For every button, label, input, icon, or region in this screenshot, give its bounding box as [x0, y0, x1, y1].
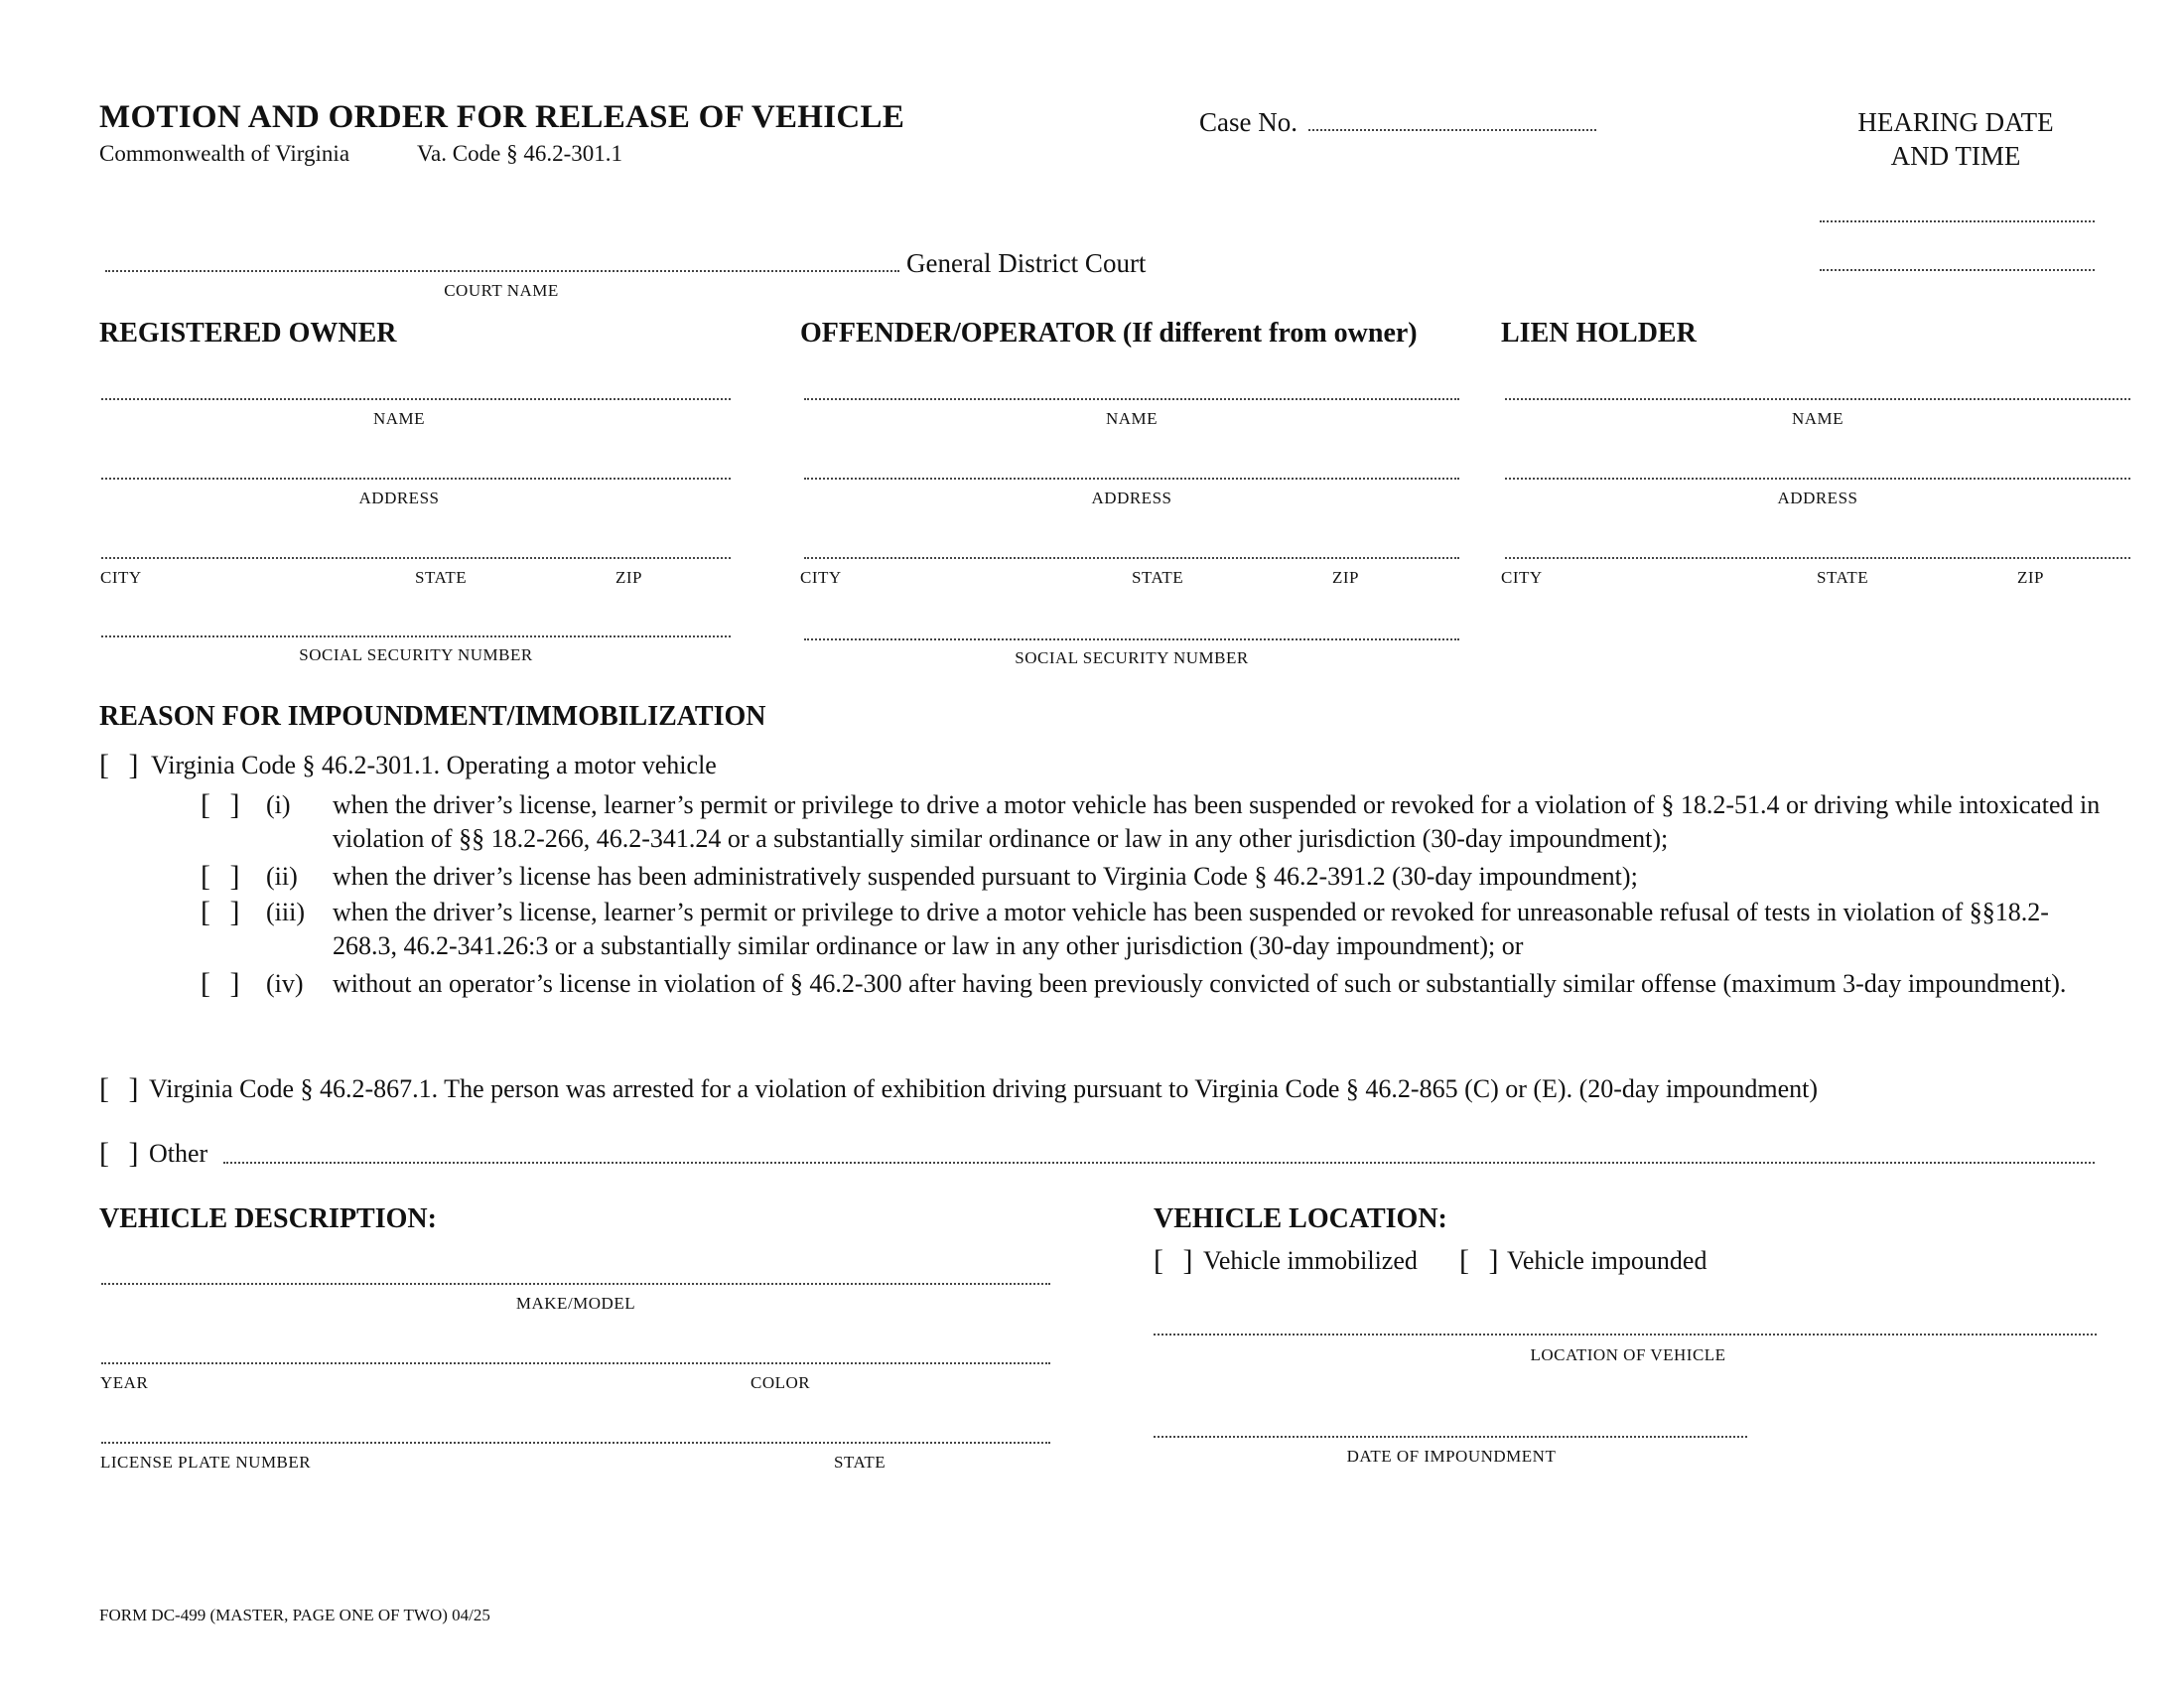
owner-heading: REGISTERED OWNER — [99, 318, 397, 349]
option3-checkbox[interactable]: [ ] — [99, 1137, 145, 1170]
subitem-ii-number: (ii) — [266, 862, 298, 891]
subitem-iii-number: (iii) — [266, 898, 305, 926]
plate-caption: LICENSE PLATE NUMBER — [100, 1453, 312, 1472]
operator-address-field[interactable] — [804, 478, 1459, 480]
impound-date-field[interactable] — [1154, 1436, 1747, 1438]
year-caption: YEAR — [100, 1373, 149, 1392]
lien-name-caption: NAME — [1791, 409, 1844, 428]
location-caption: LOCATION OF VEHICLE — [1530, 1345, 1726, 1364]
lien-name-field[interactable] — [1505, 398, 2130, 400]
hearing-label-line1: HEARING DATE — [1857, 107, 2054, 137]
form-id: FORM DC-499 (MASTER, PAGE ONE OF TWO) 04/25 — [99, 1606, 490, 1624]
impounded-checkbox[interactable]: [ ] — [1459, 1244, 1505, 1277]
operator-heading: OFFENDER/OPERATOR (If different from owner) — [800, 318, 1418, 349]
option1-label: Virginia Code § 46.2-301.1. Operating a motor vehicle — [151, 751, 717, 779]
subitem-iv-number: (iv) — [266, 969, 304, 998]
owner-city-field[interactable] — [101, 557, 731, 559]
hearing-label-line2: AND TIME — [1890, 141, 2021, 171]
color-caption: COLOR — [751, 1373, 811, 1392]
option2-checkbox[interactable]: [ ] — [99, 1072, 145, 1105]
owner-address-caption: ADDRESS — [358, 489, 440, 507]
location-field[interactable] — [1154, 1334, 2097, 1336]
subitem-iv-checkbox[interactable]: [ ] — [201, 967, 246, 1000]
lien-city-caption: CITY — [1501, 568, 1543, 587]
option3-label: Other — [149, 1139, 208, 1168]
subitem-iii-text: when the driver’s license, learner’s permit or privilege to drive a motor vehicle has been suspended or revoked for unreasonable refusal of tests in violation of §§18.2-268.3, 46.2-341.26:3 or a substantially similar ordinance or law in any other jurisdiction (30-day impoundment); or — [333, 898, 2049, 960]
form-title: MOTION AND ORDER FOR RELEASE OF VEHICLE — [99, 99, 905, 135]
lien-address-caption: ADDRESS — [1777, 489, 1858, 507]
impound-date-caption: DATE OF IMPOUNDMENT — [1346, 1447, 1557, 1466]
code-reference: Va. Code § 46.2-301.1 — [417, 141, 622, 166]
lien-heading: LIEN HOLDER — [1501, 318, 1697, 349]
owner-state-caption: STATE — [415, 568, 468, 587]
subitem-iv-text: without an operator’s license in violation of § 46.2-300 after having been previously convicted of such or substantially similar offense (maximum 3-day impoundment). — [333, 969, 2067, 998]
operator-address-caption: ADDRESS — [1091, 489, 1172, 507]
make-model-field[interactable] — [101, 1283, 1050, 1285]
operator-zip-caption: ZIP — [1332, 568, 1359, 587]
operator-ssn-field[interactable] — [804, 638, 1459, 640]
lien-state-caption: STATE — [1817, 568, 1869, 587]
immobilized-checkbox[interactable]: [ ] — [1154, 1244, 1199, 1277]
hearing-time-field[interactable] — [1820, 269, 2095, 271]
operator-city-caption: CITY — [800, 568, 842, 587]
lien-zip-caption: ZIP — [2017, 568, 2044, 587]
subitem-i-text: when the driver’s license, learner’s permit or privilege to drive a motor vehicle has been suspended or revoked for a violation of § 18.2-51.4 or driving while intoxicated in violation of §§ 18.2-266, 46.2-341.24 or a substantially similar ordinance or law in any other jurisdiction (30-day impoundment); — [333, 790, 2101, 853]
impounded-label: Vehicle impounded — [1507, 1246, 1707, 1275]
case-no-label: Case No. — [1199, 107, 1297, 137]
owner-zip-caption: ZIP — [615, 568, 642, 587]
operator-city-field[interactable] — [804, 557, 1459, 559]
case-no-field[interactable] — [1308, 129, 1596, 131]
option1-checkbox[interactable]: [ ] — [99, 749, 145, 781]
subitem-ii-checkbox[interactable]: [ ] — [201, 860, 246, 893]
operator-ssn-caption: SOCIAL SECURITY NUMBER — [1015, 648, 1249, 667]
year-color-field[interactable] — [101, 1362, 1050, 1364]
make-model-caption: MAKE/MODEL — [515, 1294, 636, 1313]
court-name-caption: COURT NAME — [444, 281, 559, 300]
lien-address-field[interactable] — [1505, 478, 2130, 480]
owner-name-caption: NAME — [372, 409, 426, 428]
operator-state-caption: STATE — [1132, 568, 1184, 587]
owner-address-field[interactable] — [101, 478, 731, 480]
option2-label: Virginia Code § 46.2-867.1. The person was arrested for a violation of exhibition driving pursuant to Virginia Code § 46.2-865 (C) or (E). (20-day impoundment) — [149, 1074, 1819, 1103]
owner-ssn-caption: SOCIAL SECURITY NUMBER — [299, 645, 533, 664]
immobilized-label: Vehicle immobilized — [1203, 1246, 1418, 1275]
court-name-field[interactable] — [105, 270, 899, 272]
hearing-date-label — [1807, 105, 2105, 173]
subitem-iii-checkbox[interactable]: [ ] — [201, 896, 246, 928]
vehicle-location-heading: VEHICLE LOCATION: — [1154, 1203, 1447, 1234]
reason-heading: REASON FOR IMPOUNDMENT/IMMOBILIZATION — [99, 701, 766, 732]
lien-city-field[interactable] — [1505, 557, 2130, 559]
owner-city-caption: CITY — [100, 568, 142, 587]
subitem-i-checkbox[interactable]: [ ] — [201, 788, 246, 821]
jurisdiction-label: Commonwealth of Virginia — [99, 141, 350, 166]
plate-state-caption: STATE — [834, 1453, 887, 1472]
vehicle-description-heading: VEHICLE DESCRIPTION: — [99, 1203, 437, 1234]
other-reason-field[interactable] — [223, 1162, 2095, 1164]
subitem-i-number: (i) — [266, 790, 291, 819]
operator-name-field[interactable] — [804, 398, 1459, 400]
owner-name-field[interactable] — [101, 398, 731, 400]
hearing-date-field[interactable] — [1820, 220, 2095, 222]
court-suffix-label: General District Court — [906, 248, 1147, 278]
subitem-ii-text: when the driver’s license has been administratively suspended pursuant to Virginia Code § 46.2-391.2 (30-day impoundment); — [333, 862, 1638, 891]
operator-name-caption: NAME — [1105, 409, 1159, 428]
owner-ssn-field[interactable] — [101, 635, 731, 637]
plate-state-field[interactable] — [101, 1442, 1050, 1444]
